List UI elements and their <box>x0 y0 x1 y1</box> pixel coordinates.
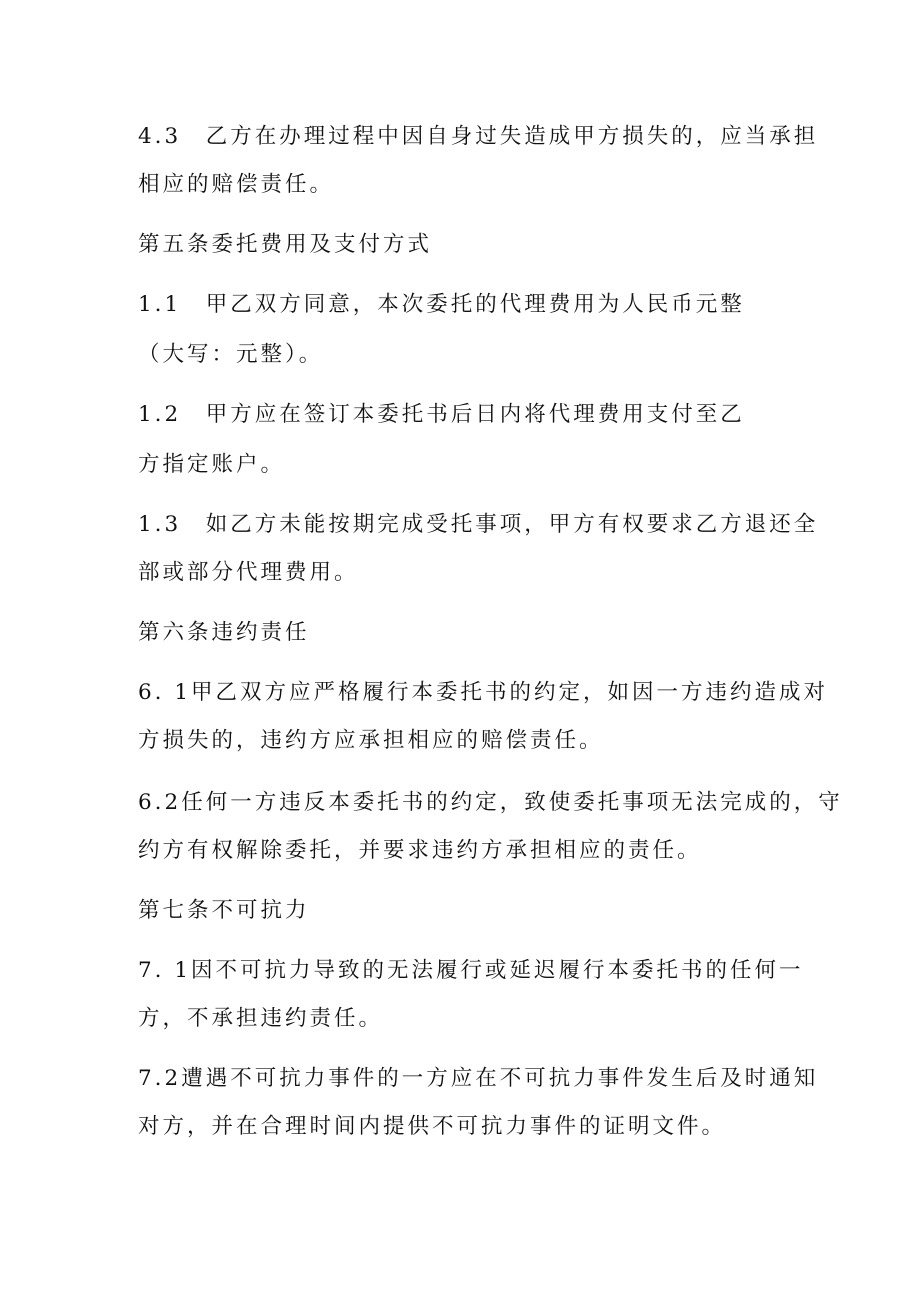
clause-1-3-line-1: 1.3 如乙方未能按期完成受托事项，甲方有权要求乙方退还全 <box>138 512 819 537</box>
clause-6-1-line-2: 方损失的，违约方应承担相应的赔偿责任。 <box>138 728 604 753</box>
clause-1-2-line-2: 方指定账户。 <box>138 452 286 477</box>
clause-4-3-line-1: 4.3 乙方在办理过程中因自身过失造成甲方损失的，应当承担 <box>138 124 819 149</box>
article-6-heading: 第六条违约责任 <box>138 620 310 645</box>
clause-4-3-line-2: 相应的赔偿责任。 <box>138 172 335 197</box>
article-7-heading: 第七条不可抗力 <box>138 898 310 923</box>
clause-7-2-line-2: 对方，并在合理时间内提供不可抗力事件的证明文件。 <box>138 1114 727 1139</box>
clause-7-1-line-2: 方，不承担违约责任。 <box>138 1006 384 1031</box>
clause-7-1-line-1: 7. 1因不可抗力导致的无法履行或延迟履行本委托书的任何一 <box>138 958 804 983</box>
clause-6-2-line-2: 约方有权解除委托，并要求违约方承担相应的责任。 <box>138 838 702 863</box>
article-5-heading: 第五条委托费用及支付方式 <box>138 232 433 257</box>
clause-6-2-line-1: 6.2任何一方违反本委托书的约定，致使委托事项无法完成的，守 <box>138 790 843 815</box>
clause-1-3-line-2: 部或部分代理费用。 <box>138 560 359 585</box>
clause-7-2-line-1: 7.2遭遇不可抗力事件的一方应在不可抗力事件发生后及时通知 <box>138 1066 819 1091</box>
clause-1-1-line-2: （大写：元整）。 <box>138 342 324 367</box>
clause-1-1-line-1: 1.1 甲乙双方同意，本次委托的代理费用为人民币元整 <box>138 292 745 317</box>
clause-6-1-line-1: 6. 1甲乙双方应严格履行本委托书的约定，如因一方违约造成对 <box>138 680 829 705</box>
clause-1-2-line-1: 1.2 甲方应在签订本委托书后日内将代理费用支付至乙 <box>138 402 745 427</box>
